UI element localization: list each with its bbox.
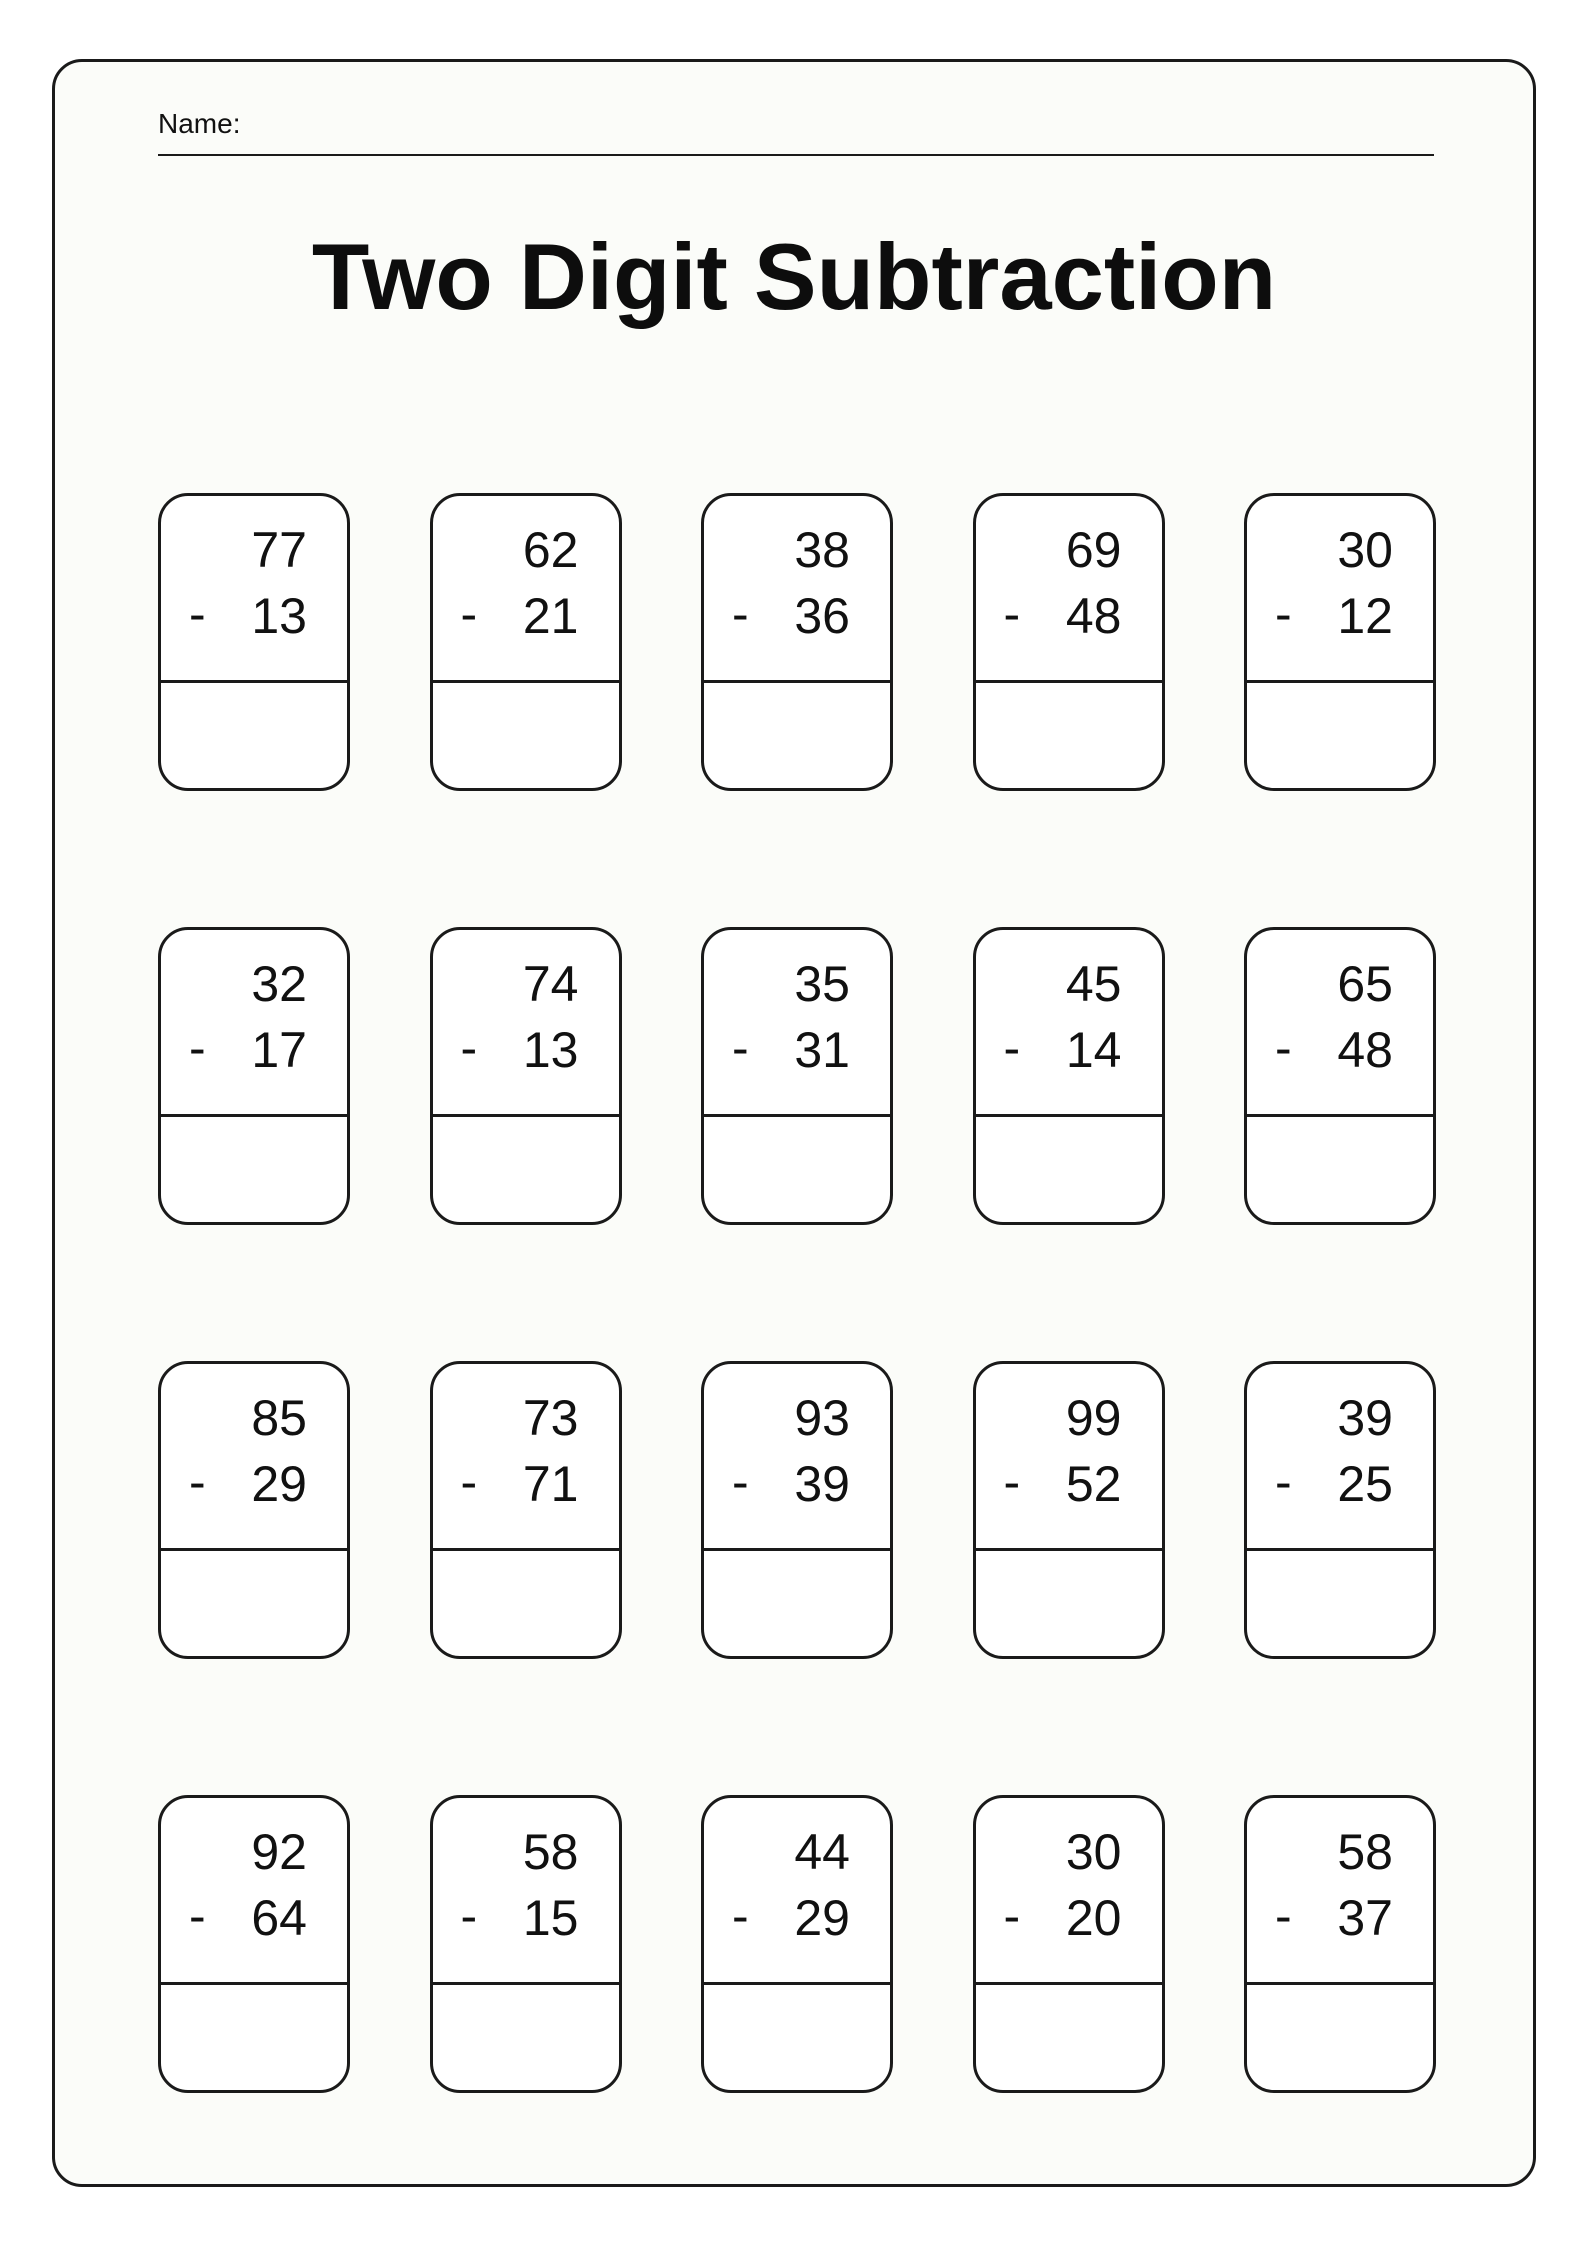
subtrahend: 31 bbox=[794, 1022, 850, 1078]
worksheet-title: Two Digit Subtraction bbox=[311, 224, 1277, 329]
minuend: 32 bbox=[251, 956, 307, 1012]
problem-card bbox=[1244, 1795, 1436, 2093]
minus-sign: - bbox=[460, 1020, 478, 1076]
subtrahend: 14 bbox=[1065, 1022, 1122, 1078]
answer-box[interactable] bbox=[433, 1117, 619, 1222]
subtrahend: 39 bbox=[794, 1456, 850, 1512]
problem-card bbox=[158, 927, 350, 1225]
subtrahend: 20 bbox=[1065, 1890, 1122, 1946]
minuend: 92 bbox=[251, 1824, 307, 1880]
minus-sign: - bbox=[1003, 1454, 1021, 1510]
minus-sign: - bbox=[1275, 1020, 1292, 1076]
problem-card bbox=[701, 1795, 893, 2093]
minuend: 30 bbox=[1337, 522, 1393, 578]
subtrahend: 29 bbox=[794, 1890, 850, 1946]
answer-box[interactable] bbox=[1247, 1117, 1433, 1222]
minuend: 65 bbox=[1337, 956, 1393, 1012]
minus-sign: - bbox=[460, 1454, 478, 1510]
answer-box[interactable] bbox=[704, 1117, 890, 1222]
minus-sign: - bbox=[1275, 1888, 1292, 1944]
minuend: 38 bbox=[794, 522, 850, 578]
subtrahend: 29 bbox=[251, 1456, 307, 1512]
name-label: Name: bbox=[158, 108, 241, 139]
problem-card bbox=[973, 1361, 1165, 1659]
answer-box[interactable] bbox=[433, 683, 619, 788]
minus-sign: - bbox=[1003, 1888, 1021, 1944]
answer-box[interactable] bbox=[704, 1985, 890, 2090]
minuend: 74 bbox=[522, 956, 579, 1012]
minus-sign: - bbox=[732, 1020, 749, 1076]
minuend: 45 bbox=[1065, 956, 1122, 1012]
minus-sign: - bbox=[460, 586, 478, 642]
minuend: 73 bbox=[522, 1390, 579, 1446]
minus-sign: - bbox=[189, 586, 206, 642]
problem-card bbox=[158, 493, 350, 791]
problem-card bbox=[701, 927, 893, 1225]
subtrahend: 12 bbox=[1337, 588, 1393, 644]
minus-sign: - bbox=[1275, 1454, 1292, 1510]
problem-card bbox=[973, 493, 1165, 791]
subtrahend: 71 bbox=[522, 1456, 579, 1512]
answer-box[interactable] bbox=[1247, 683, 1433, 788]
minuend: 85 bbox=[251, 1390, 307, 1446]
answer-box[interactable] bbox=[161, 1117, 347, 1222]
answer-box[interactable] bbox=[976, 1985, 1162, 2090]
problem-card bbox=[701, 1361, 893, 1659]
answer-box[interactable] bbox=[433, 1551, 619, 1656]
answer-box[interactable] bbox=[1247, 1985, 1433, 2090]
minuend: 58 bbox=[522, 1824, 579, 1880]
minus-sign: - bbox=[732, 1454, 749, 1510]
answer-box[interactable] bbox=[161, 683, 347, 788]
answer-box[interactable] bbox=[976, 1551, 1162, 1656]
problem-card bbox=[1244, 927, 1436, 1225]
problem-card bbox=[430, 1795, 622, 2093]
problem-card bbox=[1244, 493, 1436, 791]
minuend: 99 bbox=[1065, 1390, 1122, 1446]
minus-sign: - bbox=[189, 1020, 206, 1076]
minuend: 93 bbox=[794, 1390, 850, 1446]
minuend: 58 bbox=[1337, 1824, 1393, 1880]
minuend: 77 bbox=[251, 522, 307, 578]
minus-sign: - bbox=[1275, 586, 1292, 642]
minuend: 69 bbox=[1065, 522, 1122, 578]
problem-card bbox=[430, 1361, 622, 1659]
problem-card bbox=[158, 1795, 350, 2093]
subtrahend: 36 bbox=[794, 588, 850, 644]
subtrahend: 13 bbox=[251, 588, 307, 644]
problem-card bbox=[973, 1795, 1165, 2093]
subtrahend: 21 bbox=[522, 588, 579, 644]
minuend: 44 bbox=[794, 1824, 850, 1880]
subtrahend: 52 bbox=[1065, 1456, 1122, 1512]
subtrahend: 64 bbox=[251, 1890, 307, 1946]
answer-box[interactable] bbox=[1247, 1551, 1433, 1656]
minuend: 35 bbox=[794, 956, 850, 1012]
answer-box[interactable] bbox=[704, 1551, 890, 1656]
problem-grid bbox=[158, 493, 1436, 2093]
subtrahend: 37 bbox=[1337, 1890, 1393, 1946]
subtrahend: 25 bbox=[1337, 1456, 1393, 1512]
problem-card bbox=[430, 927, 622, 1225]
minuend: 30 bbox=[1065, 1824, 1122, 1880]
problem-card bbox=[701, 493, 893, 791]
answer-box[interactable] bbox=[161, 1551, 347, 1656]
minus-sign: - bbox=[460, 1888, 478, 1944]
problem-card bbox=[1244, 1361, 1436, 1659]
minus-sign: - bbox=[189, 1888, 206, 1944]
answer-box[interactable] bbox=[704, 683, 890, 788]
answer-box[interactable] bbox=[976, 1117, 1162, 1222]
subtrahend: 15 bbox=[522, 1890, 579, 1946]
minus-sign: - bbox=[1003, 1020, 1021, 1076]
name-field[interactable] bbox=[158, 108, 1434, 156]
problem-card bbox=[158, 1361, 350, 1659]
answer-box[interactable] bbox=[161, 1985, 347, 2090]
minus-sign: - bbox=[1003, 586, 1021, 642]
minus-sign: - bbox=[732, 1888, 749, 1944]
problem-card bbox=[973, 927, 1165, 1225]
subtrahend: 48 bbox=[1337, 1022, 1393, 1078]
answer-box[interactable] bbox=[976, 683, 1162, 788]
answer-box[interactable] bbox=[433, 1985, 619, 2090]
problem-card bbox=[430, 493, 622, 791]
minuend: 62 bbox=[522, 522, 579, 578]
minuend: 39 bbox=[1337, 1390, 1393, 1446]
subtrahend: 13 bbox=[522, 1022, 579, 1078]
minus-sign: - bbox=[732, 586, 749, 642]
subtrahend: 48 bbox=[1065, 588, 1122, 644]
minus-sign: - bbox=[189, 1454, 206, 1510]
subtrahend: 17 bbox=[251, 1022, 307, 1078]
